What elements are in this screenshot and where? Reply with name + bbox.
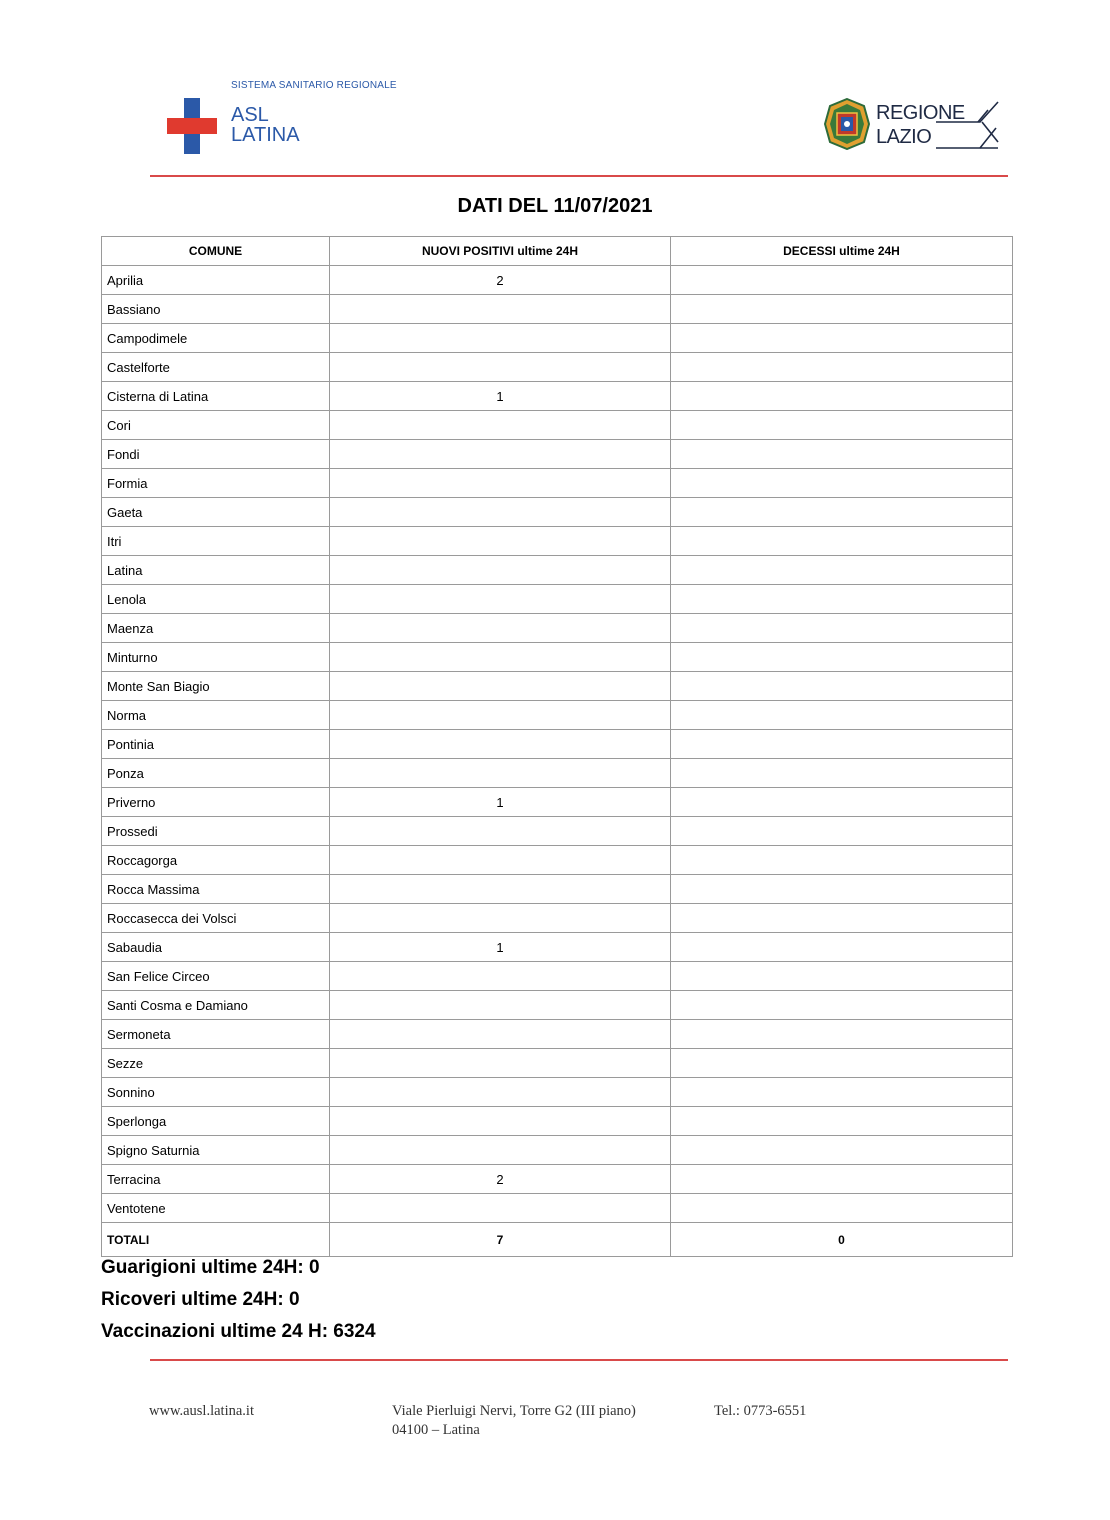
header-comune: COMUNE [102,237,330,266]
table-row [102,556,1013,585]
cell-nuovi-positivi [330,324,671,353]
cell-decessi [671,440,1013,469]
cell-nuovi-positivi [330,672,671,701]
cell-decessi [671,1165,1013,1194]
cell-comune: Rocca Massima [102,875,330,904]
cell-decessi [671,643,1013,672]
cell-nuovi-positivi [330,1107,671,1136]
table-header-row [102,237,1013,266]
table-row [102,411,1013,440]
cell-decessi [671,295,1013,324]
asl-name-line1: ASL [231,104,269,126]
totals-decessi: 0 [671,1223,1013,1257]
cell-decessi [671,788,1013,817]
cell-comune: Bassiano [102,295,330,324]
table-row [102,469,1013,498]
asl-subtitle: SISTEMA SANITARIO REGIONALE [231,80,397,91]
cell-comune: Latina [102,556,330,585]
cell-decessi [671,1049,1013,1078]
table-row [102,991,1013,1020]
footer-address-line1: Viale Pierluigi Nervi, Torre G2 (III piano) [392,1403,636,1419]
cell-nuovi-positivi [330,730,671,759]
cell-decessi [671,411,1013,440]
cell-nuovi-positivi [330,962,671,991]
cell-nuovi-positivi: 1 [330,382,671,411]
cell-comune: Sonnino [102,1078,330,1107]
cell-decessi [671,730,1013,759]
table-row [102,672,1013,701]
table-row [102,353,1013,382]
cell-comune: Prossedi [102,817,330,846]
cell-comune: Terracina [102,1165,330,1194]
cell-decessi [671,933,1013,962]
cell-comune: Aprilia [102,266,330,295]
cell-nuovi-positivi [330,1136,671,1165]
totals-row [102,1223,1013,1257]
table-row [102,1107,1013,1136]
cell-comune: Monte San Biagio [102,672,330,701]
table-row [102,324,1013,353]
summary-block [101,1254,376,1350]
cell-decessi [671,991,1013,1020]
footer-phone: Tel.: 0773-6551 [714,1403,807,1419]
cell-decessi [671,1194,1013,1223]
footer-address-line2: 04100 – Latina [392,1422,480,1438]
cell-comune: San Felice Circeo [102,962,330,991]
totals-positivi: 7 [330,1223,671,1257]
cell-comune: Cori [102,411,330,440]
cell-comune: Minturno [102,643,330,672]
cell-decessi [671,962,1013,991]
cell-decessi [671,382,1013,411]
cell-decessi [671,469,1013,498]
footer-divider [150,1359,1008,1361]
cell-decessi [671,701,1013,730]
footer-website[interactable]: www.ausl.latina.it [149,1403,254,1419]
table-row [102,1165,1013,1194]
asl-latina-logo [165,78,425,158]
cell-decessi [671,614,1013,643]
regione-line2: LAZIO [876,126,932,148]
cell-decessi [671,1020,1013,1049]
cell-comune: Santi Cosma e Damiano [102,991,330,1020]
cell-decessi [671,324,1013,353]
table-row [102,759,1013,788]
cell-decessi [671,817,1013,846]
cell-decessi [671,556,1013,585]
cell-nuovi-positivi [330,701,671,730]
cell-comune: Cisterna di Latina [102,382,330,411]
cell-nuovi-positivi [330,904,671,933]
cell-decessi [671,498,1013,527]
table-row [102,904,1013,933]
cell-comune: Pontinia [102,730,330,759]
cell-comune: Sermoneta [102,1020,330,1049]
cell-comune: Castelforte [102,353,330,382]
cell-comune: Gaeta [102,498,330,527]
cell-decessi [671,527,1013,556]
lazio-emblem-icon [824,98,870,150]
cell-nuovi-positivi [330,614,671,643]
ricoveri-line: Ricoveri ultime 24H: 0 [101,1289,300,1310]
cell-nuovi-positivi [330,1078,671,1107]
table-row [102,295,1013,324]
cell-nuovi-positivi [330,991,671,1020]
cell-decessi [671,1078,1013,1107]
cell-nuovi-positivi [330,556,671,585]
cell-nuovi-positivi [330,498,671,527]
table-row [102,498,1013,527]
cell-nuovi-positivi [330,875,671,904]
table-row [102,1020,1013,1049]
table-row [102,1078,1013,1107]
asl-name-line2: LATINA [231,124,300,146]
table-row [102,1194,1013,1223]
cell-comune: Sezze [102,1049,330,1078]
cell-nuovi-positivi [330,527,671,556]
table-row [102,585,1013,614]
asl-name [231,105,300,145]
cell-comune: Norma [102,701,330,730]
cell-decessi [671,904,1013,933]
cell-comune: Itri [102,527,330,556]
cell-nuovi-positivi [330,353,671,382]
cell-comune: Maenza [102,614,330,643]
cell-nuovi-positivi [330,759,671,788]
cell-nuovi-positivi [330,1194,671,1223]
cell-nuovi-positivi: 2 [330,266,671,295]
table-row [102,933,1013,962]
cell-decessi [671,1107,1013,1136]
cell-nuovi-positivi [330,411,671,440]
cell-comune: Priverno [102,788,330,817]
table-row [102,382,1013,411]
cell-comune: Sperlonga [102,1107,330,1136]
cell-decessi [671,585,1013,614]
cell-decessi [671,759,1013,788]
table-row [102,440,1013,469]
cell-comune: Ponza [102,759,330,788]
cell-comune: Roccasecca dei Volsci [102,904,330,933]
cell-nuovi-positivi [330,469,671,498]
footer-address [392,1402,636,1440]
header-divider [150,175,1008,177]
table-row [102,846,1013,875]
cell-comune: Roccagorga [102,846,330,875]
table-row [102,1136,1013,1165]
vaccinazioni-line: Vaccinazioni ultime 24 H: 6324 [101,1321,376,1342]
cell-decessi [671,846,1013,875]
table-row [102,730,1013,759]
regione-lazio-logo [824,98,1004,152]
cell-decessi [671,875,1013,904]
cell-decessi [671,1136,1013,1165]
red-cross-icon [167,98,217,154]
table-row [102,1049,1013,1078]
cell-nuovi-positivi: 2 [330,1165,671,1194]
table-row [102,817,1013,846]
cell-comune: Lenola [102,585,330,614]
regione-line1: REGIONE [876,102,965,124]
data-table [101,236,1013,1257]
table-row [102,701,1013,730]
cell-comune: Formia [102,469,330,498]
table-row [102,962,1013,991]
cell-nuovi-positivi [330,1020,671,1049]
cell-nuovi-positivi [330,846,671,875]
header-nuovi-positivi: NUOVI POSITIVI ultime 24H [330,237,671,266]
totals-label: TOTALI [102,1223,330,1257]
cell-nuovi-positivi: 1 [330,788,671,817]
table-row [102,643,1013,672]
cell-comune: Fondi [102,440,330,469]
cell-nuovi-positivi: 1 [330,933,671,962]
header-decessi: DECESSI ultime 24H [671,237,1013,266]
cell-decessi [671,672,1013,701]
cell-nuovi-positivi [330,817,671,846]
cell-comune: Sabaudia [102,933,330,962]
table-row [102,266,1013,295]
cell-nuovi-positivi [330,1049,671,1078]
cell-comune: Campodimele [102,324,330,353]
table-row [102,788,1013,817]
cell-comune: Spigno Saturnia [102,1136,330,1165]
cell-decessi [671,353,1013,382]
lazio-arrow-lines-icon [936,98,1002,152]
cell-nuovi-positivi [330,295,671,324]
table-row [102,614,1013,643]
guarigioni-line: Guarigioni ultime 24H: 0 [101,1257,320,1278]
table-row [102,527,1013,556]
table-row [102,875,1013,904]
cell-decessi [671,266,1013,295]
cell-nuovi-positivi [330,585,671,614]
page-title: DATI DEL 11/07/2021 [457,195,653,217]
cell-nuovi-positivi [330,643,671,672]
cell-comune: Ventotene [102,1194,330,1223]
cell-nuovi-positivi [330,440,671,469]
